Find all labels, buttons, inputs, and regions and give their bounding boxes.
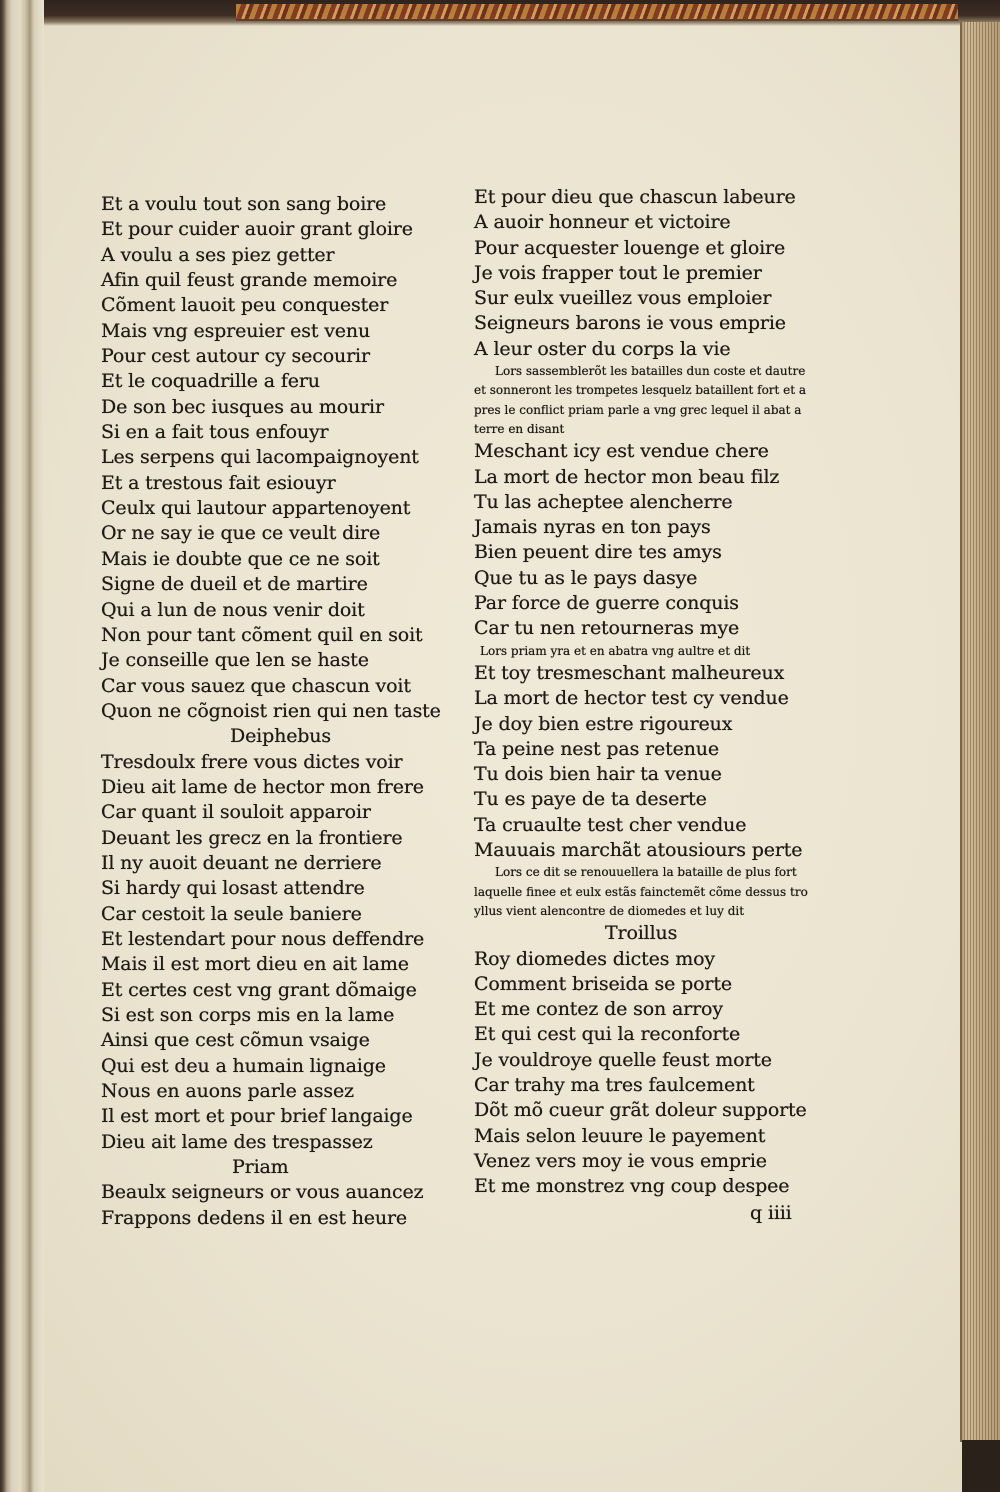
verse-line: Je vouldroye quelle feust morte	[474, 1048, 772, 1071]
verse-line: Tresdoulx frere vous dictes voir	[101, 750, 403, 773]
verse-line: Meschant icy est vendue chere	[474, 440, 769, 463]
verse-line: Deuant les grecz en la frontiere	[101, 826, 403, 849]
right-column	[474, 185, 844, 1222]
stage-direction-line: Lors sassemblerõt les batailles dun coste et dautre	[495, 364, 806, 379]
verse-line: Qui est deu a humain lignaige	[101, 1054, 386, 1077]
verse-line: Signe de dueil et de martire	[101, 573, 368, 596]
verse-line: Tu es paye de ta deserte	[474, 788, 707, 811]
verse-line: Dieu ait lame de hector mon frere	[101, 775, 424, 798]
verse-line: Comment briseida se porte	[474, 972, 732, 995]
verse-line: Les serpens qui lacompaignoyent	[101, 446, 419, 469]
verse-line: Il ny auoit deuant ne derriere	[101, 851, 382, 874]
verse-line: Car trahy ma tres faulcement	[474, 1074, 755, 1097]
verse-line: Mauuais marchãt atousiours perte	[474, 839, 803, 862]
verse-line: Ainsi que cest cõmun vsaige	[101, 1029, 370, 1052]
verse-line: Car vous sauez que chascun voit	[101, 674, 411, 697]
stage-direction-line: pres le conflict priam parle a vng grec lequel il abat a	[474, 402, 802, 417]
verse-line: Or ne say ie que ce veult dire	[101, 522, 381, 545]
verse-line: Il est mort et pour brief langaige	[101, 1105, 413, 1128]
verse-line: Afin quil feust grande memoire	[101, 269, 398, 292]
verse-line: Et pour dieu que chascun labeure	[474, 186, 796, 208]
verse-line: Et me contez de son arroy	[474, 998, 723, 1021]
speaker-heading: Troillus	[605, 922, 678, 945]
verse-line: Si est son corps mis en la lame	[101, 1004, 395, 1026]
verse-line: Dieu ait lame des trespassez	[101, 1130, 373, 1153]
verse-line: La mort de hector test cy vendue	[474, 687, 789, 710]
verse-line: Venez vers moy ie vous emprie	[474, 1149, 767, 1172]
verse-line: Frappons dedens il en est heure	[101, 1206, 408, 1229]
verse-line: Et qui cest qui la reconforte	[474, 1023, 741, 1046]
verse-line: Nous en auons parle assez	[101, 1080, 354, 1103]
stage-direction-line: terre en disant	[474, 421, 565, 436]
verse-line: Pour acquester louenge et gloire	[474, 236, 786, 259]
verse-line: Ceulx qui lautour appartenoyent	[101, 497, 411, 520]
background-corner	[962, 1440, 1000, 1492]
verse-line: Si hardy qui losast attendre	[101, 877, 365, 900]
verse-line: Et pour cuider auoir grant gloire	[101, 218, 413, 241]
speaker-heading: Priam	[232, 1156, 289, 1179]
verse-line: Jamais nyras en ton pays	[474, 516, 711, 539]
stage-direction-line: yllus vient alencontre de diomedes et luy dit	[474, 903, 745, 918]
verse-line: Et a trestous fait esiouyr	[101, 471, 336, 494]
verse-line: Tu las acheptee alencherre	[474, 490, 733, 513]
verse-line: Ta peine nest pas retenue	[474, 737, 719, 760]
verse-line: Qui a lun de nous venir doit	[101, 598, 365, 621]
verse-line: Bien peuent dire tes amys	[474, 541, 722, 564]
verse-line: Tu dois bien hair ta venue	[474, 763, 722, 786]
speaker-heading: Deiphebus	[230, 725, 331, 748]
verse-line: Car tu nen retourneras mye	[474, 617, 740, 640]
verse-line: Ta cruaulte test cher vendue	[474, 813, 747, 836]
verse-line: Par force de guerre conquis	[474, 592, 739, 615]
verse-line: Et le coquadrille a feru	[101, 370, 320, 393]
verse-line: Si en a fait tous enfouyr	[101, 421, 329, 444]
stage-direction-line: Lors priam yra et en abatra vng aultre et dit	[480, 643, 751, 658]
verse-line: Car quant il souloit apparoir	[101, 801, 371, 824]
verse-line: Cõment lauoit peu conquester	[101, 294, 389, 317]
stage-direction-line: Lors ce dit se renouuellera la bataille de plus fort	[495, 865, 797, 880]
verse-line: De son bec iusques au mourir	[101, 395, 384, 418]
gutter-shadow	[0, 0, 44, 1492]
verse-line: Mais il est mort dieu en ait lame	[101, 953, 409, 976]
verse-line: Dõt mõ cueur grãt doleur supporte	[474, 1099, 807, 1122]
verse-line: Car cestoit la seule baniere	[101, 902, 362, 925]
verse-line: Je doy bien estre rigoureux	[474, 712, 733, 735]
fore-edge-pages	[960, 22, 1000, 1442]
gilt-head-edge	[236, 4, 958, 21]
verse-line: Mais ie doubte que ce ne soit	[101, 547, 380, 570]
stage-direction-line: laquelle finee et eulx estãs fainctemẽt cõme dessus tro	[474, 884, 808, 899]
verse-line: A auoir honneur et victoire	[474, 211, 731, 234]
left-column	[101, 192, 463, 1231]
verse-line: Seigneurs barons ie vous emprie	[474, 312, 786, 335]
verse-line: Et lestendart pour nous deffendre	[101, 927, 425, 950]
verse-line: Je vois frapper tout le premier	[474, 261, 762, 284]
verse-line: Mais vng espreuier est venu	[101, 319, 371, 342]
signature-mark: q iiii	[750, 1201, 792, 1224]
verse-line: Et toy tresmeschant malheureux	[474, 661, 785, 684]
verse-line: Et me monstrez vng coup despee	[474, 1175, 790, 1198]
verse-line: Roy diomedes dictes moy	[474, 947, 715, 970]
verse-line: Mais selon leuure le payement	[474, 1124, 766, 1147]
stage-direction-line: et sonneront les trompetes lesquelz bataillent fort et a	[474, 383, 807, 398]
verse-line: Quon ne cõgnoist rien qui nen taste	[101, 699, 441, 722]
verse-line: Pour cest autour cy secourir	[101, 345, 370, 368]
verse-line: Et a voulu tout son sang boire	[101, 193, 387, 215]
verse-line: Beaulx seigneurs or vous auancez	[101, 1181, 424, 1204]
verse-line: Sur eulx vueillez vous emploier	[474, 287, 772, 310]
verse-line: Non pour tant cõment quil en soit	[101, 623, 423, 646]
verse-line: A leur oster du corps la vie	[474, 337, 731, 360]
verse-line: Que tu as le pays dasye	[474, 566, 698, 589]
verse-line: Et certes cest vng grant dõmaige	[101, 978, 417, 1001]
verse-line: A voulu a ses piez getter	[101, 243, 335, 266]
verse-line: La mort de hector mon beau filz	[474, 465, 780, 488]
verse-line: Je conseille que len se haste	[101, 649, 369, 672]
